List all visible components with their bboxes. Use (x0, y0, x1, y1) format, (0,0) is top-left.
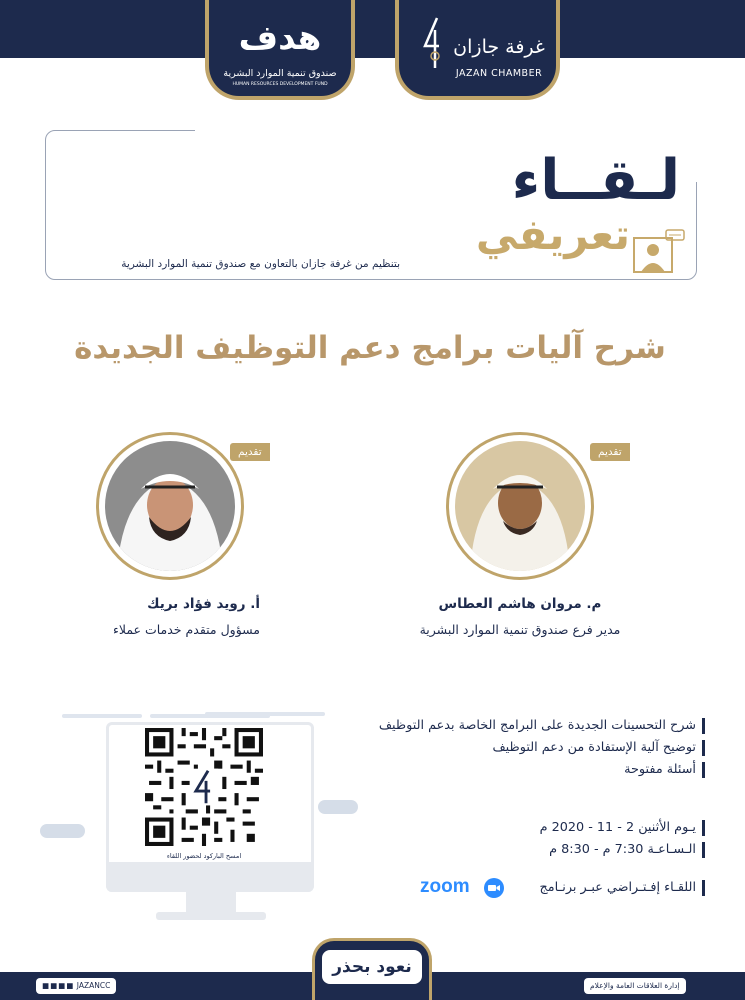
speaker-1-photo (455, 441, 585, 571)
chamber-emblem-icon (419, 16, 445, 70)
speaker-1-role: مدير فرع صندوق تنمية الموارد البشرية (419, 622, 621, 637)
qr-code[interactable] (145, 728, 263, 846)
agenda-item: أسئلة مفتوحة (325, 762, 705, 778)
event-platform: اللقـاء إفـتـراضي عبـر برنـامج (510, 880, 705, 896)
social-handle-text: JAZANCC (76, 981, 111, 990)
event-time: الـسـاعـة 7:30 م - 8:30 م (325, 842, 705, 858)
hrdf-name-ar: صندوق تنمية الموارد البشرية (223, 68, 337, 79)
zoom-logo[interactable] (420, 876, 510, 900)
footer-logo: نعود بحذر (322, 950, 422, 984)
zoom-camera-icon (484, 878, 504, 898)
intro-title-line2: تعريفي (475, 210, 630, 259)
hrdf-logo-tab (205, 0, 355, 100)
speaker-1-presenting-label: تقديم (590, 443, 630, 461)
event-date: يـوم الأثنين 2 - 11 - 2020 م (325, 820, 705, 836)
organizer-line: بتنظيم من غرفة جازان بالتعاون مع صندوق تنمية الموارد البشرية (121, 258, 400, 270)
frame-gap-right (690, 130, 702, 182)
decor-line (62, 714, 142, 718)
speaker-2-name: أ. رويد فؤاد بريك (147, 596, 260, 612)
presenter-icon (632, 228, 688, 276)
decor-line (205, 712, 325, 716)
frame-gap (195, 128, 705, 136)
hrdf-name-en: HUMAN RESOURCES DEVELOPMENT FUND (232, 82, 328, 87)
agenda-item: توضيح آلية الإستفادة من دعم التوظيف (325, 740, 705, 756)
cloud-icon (40, 824, 85, 838)
monitor-base (156, 912, 266, 920)
chamber-name-en: JAZAN CHAMBER (455, 68, 543, 79)
speaker-2-presenting-label: تقديم (230, 443, 270, 461)
chamber-name-ar: غرفة جازان (453, 36, 545, 58)
intro-title-line1: لـقــاء (511, 148, 680, 213)
main-title: شرح آليات برامج دعم التوظيف الجديدة (74, 330, 666, 366)
social-icons: ■■■■ (42, 981, 75, 990)
qr-caption: امسح الباركود لحضور اللقاء (166, 852, 242, 860)
monitor-bezel (106, 862, 314, 892)
cloud-icon (318, 800, 358, 814)
speaker-1-name: م. مروان هاشم العطاس (438, 596, 602, 612)
header-bar (0, 0, 745, 58)
zoom-wordmark: zoom (420, 876, 470, 897)
speaker-2-photo (105, 441, 235, 571)
department-label: إدارة العلاقات العامة والإعلام (584, 978, 686, 994)
hrdf-logo: هدف (238, 18, 322, 58)
agenda-item: شرح التحسينات الجديدة على البرامج الخاصة بدعم التوظيف (325, 718, 705, 734)
social-handle[interactable] (36, 978, 116, 994)
monitor-stand (186, 892, 236, 914)
speaker-2-role: مسؤول متقدم خدمات عملاء (112, 622, 260, 637)
chamber-logo-tab (395, 0, 560, 100)
